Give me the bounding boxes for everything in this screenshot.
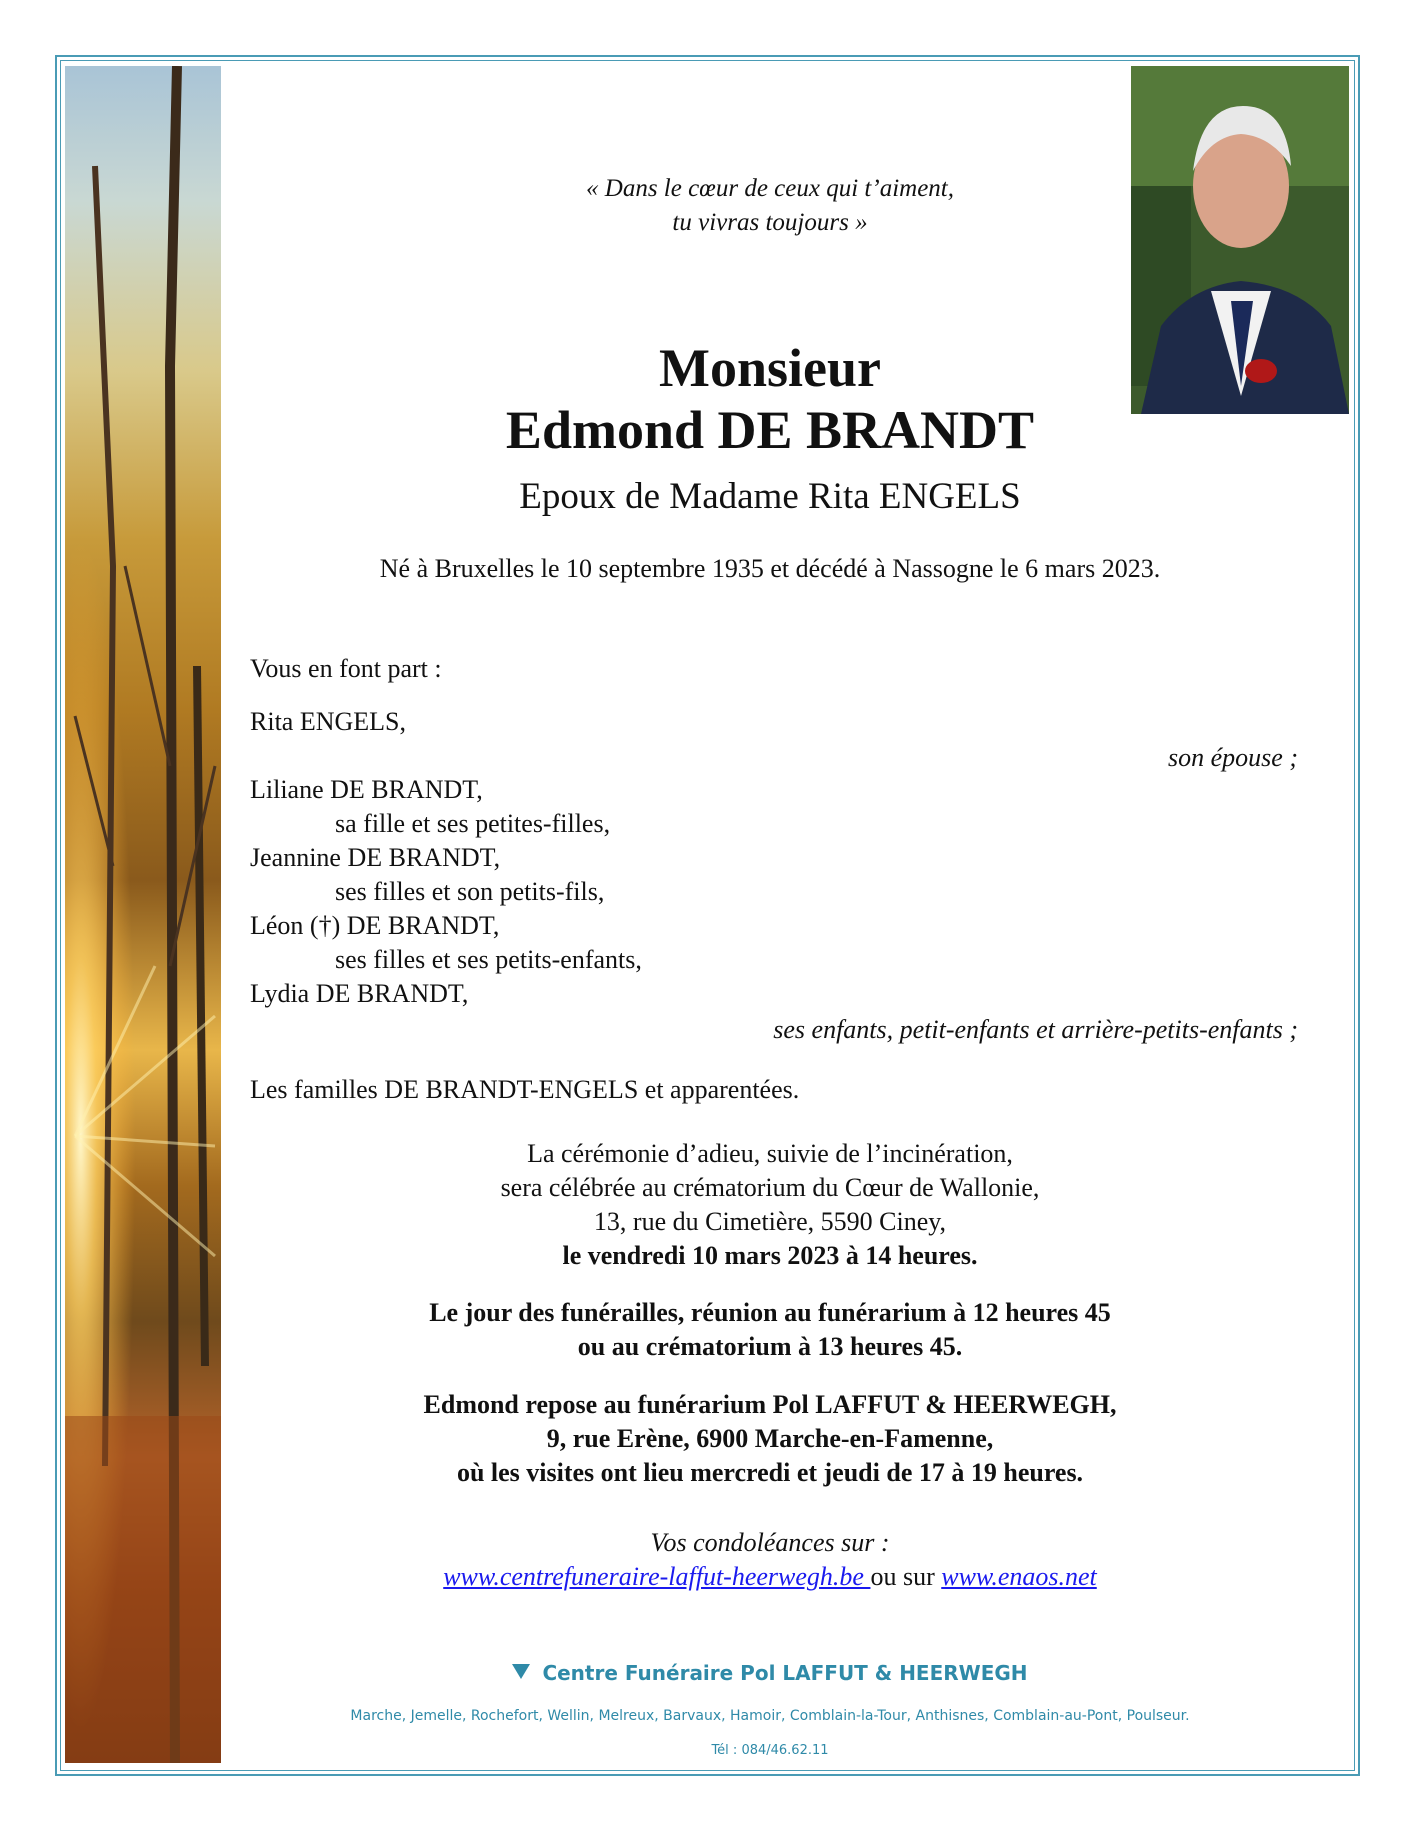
spouse-role: son épouse ; xyxy=(1168,743,1298,772)
child-name: Léon (†) DE BRANDT, xyxy=(250,911,500,940)
deceased-name: Edmond DE BRANDT xyxy=(505,400,1035,460)
meeting-line-2: ou au crématorium à 13 heures 45. xyxy=(577,1332,963,1361)
memorial-quote xyxy=(300,172,1240,240)
funeral-home-name: Centre Funéraire Pol LAFFUT & HEERWEGH xyxy=(542,1661,1028,1685)
child-descendants: ses filles et ses petits-enfants, xyxy=(335,945,642,974)
visits-line-2: 9, rue Erène, 6900 Marche-en-Famenne, xyxy=(546,1424,994,1453)
families-line: Les familles DE BRANDT-ENGELS et apparentées. xyxy=(250,1075,800,1104)
ceremony-date: le vendredi 10 mars 2023 à 14 heures. xyxy=(562,1241,978,1270)
condolences-or: ou sur xyxy=(870,1562,942,1591)
enaos-website-link[interactable]: www.enaos.net xyxy=(941,1562,1097,1591)
funeral-home-brand xyxy=(250,1661,1290,1685)
child-name: Liliane DE BRANDT, xyxy=(250,775,483,804)
children-role: ses enfants, petit-enfants et arrière-petits-enfants ; xyxy=(773,1015,1298,1044)
ceremony-line-3: 13, rue du Cimetière, 5590 Ciney, xyxy=(593,1207,947,1236)
salutation: Monsieur xyxy=(659,338,881,398)
funeral-home-phone: Tél : 084/46.62.11 xyxy=(711,1743,829,1758)
child-descendants: sa fille et ses petites-filles, xyxy=(335,809,611,838)
condolences-label: Vos condoléances sur : xyxy=(650,1528,890,1557)
visits-line-1: Edmond repose au funérarium Pol LAFFUT & HEERWEGH, xyxy=(423,1390,1117,1419)
funeral-home-website-link[interactable]: www.centrefuneraire-laffut-heerwegh.be xyxy=(443,1562,871,1591)
quote-line-2: tu vivras toujours » xyxy=(672,209,868,236)
spouse-line: Epoux de Madame Rita ENGELS xyxy=(519,476,1021,517)
ceremony-line-2: sera célébrée au crématorium du Cœur de Wallonie, xyxy=(500,1173,1040,1202)
spouse-name: Rita ENGELS, xyxy=(250,707,406,736)
ceremony-line-1: La cérémonie d’adieu, suivie de l’incinération, xyxy=(527,1139,1013,1168)
condolences-links xyxy=(250,1560,1290,1594)
birth-death-dates: Né à Bruxelles le 10 septembre 1935 et décédé à Nassogne le 6 mars 2023. xyxy=(379,554,1161,583)
announcement-intro: Vous en font part : xyxy=(250,654,442,683)
visits-line-3: où les visites ont lieu mercredi et jeudi de 17 à 19 heures. xyxy=(456,1458,1084,1487)
meeting-line-1: Le jour des funérailles, réunion au funérarium à 12 heures 45 xyxy=(429,1298,1111,1327)
quote-line-1: « Dans le cœur de ceux qui t’aiment, xyxy=(586,175,954,202)
child-name: Lydia DE BRANDT, xyxy=(250,979,469,1008)
autumn-forest-image xyxy=(65,66,221,1763)
funeral-home-towns: Marche, Jemelle, Rochefort, Wellin, Melreux, Barvaux, Hamoir, Comblain-la-Tour, Anthisnes, Comblain-au-Pont, Poulseur. xyxy=(350,1708,1190,1724)
triangle-down-icon xyxy=(512,1664,530,1679)
child-name: Jeannine DE BRANDT, xyxy=(250,843,501,872)
child-descendants: ses filles et son petits-fils, xyxy=(335,877,605,906)
